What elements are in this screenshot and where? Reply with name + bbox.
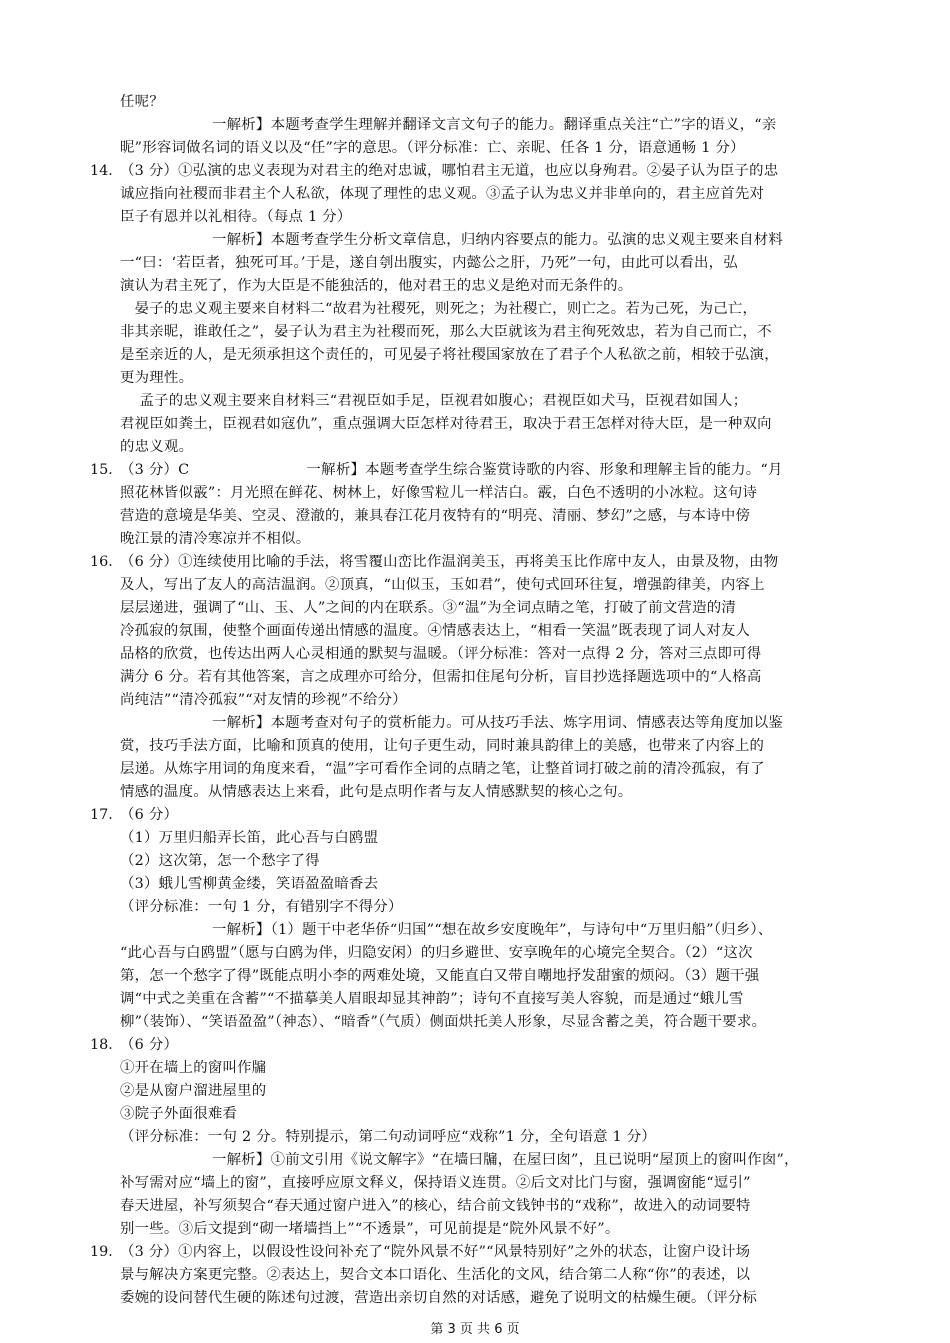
text-line: 补写需对应“墙上的窗”，直接呼应原文释义，保持语义连贯。②后文对比门与窗，强调窗能“逗引” — [120, 1175, 751, 1191]
question-number: 15． — [90, 462, 123, 478]
analysis-line: 一解析】本题考查对句子的赏析能力。可从技巧手法、炼字用词、情感表达等角度加以鉴 — [212, 715, 783, 731]
text-line: 品格的欣赏，也传达出两人心灵相通的默契与温暖。（评分标准：答对一点得 2 分，答对三点即可得 — [120, 646, 762, 662]
text-line: 情感的温度。从情感表达上来看，此句是点明作者与友人情感默契的核心之句。 — [120, 784, 633, 800]
text-line: 层层递进，强调了“山、玉、人”之间的内在联系。③“温”为全词点睛之笔，打破了前文营造的清 — [120, 600, 737, 616]
text-line: （3）蛾儿雪柳黄金缕，笑语盈盈暗香去 — [120, 876, 379, 892]
text-line: 的忠义观。 — [120, 439, 194, 455]
text-line: （3 分）①弘演的忠义表现为对君主的绝对忠诚，哪怕君主无道，也应以身殉君。②晏子认为臣子的忠 — [120, 163, 779, 179]
question-number: 16． — [90, 554, 123, 570]
text-line: ①开在墙上的窗叫作牖 — [120, 1060, 267, 1076]
text-line: 一“曰：‘若臣者，独死可耳。’于是，遂自刳出腹实，内懿公之肝，乃死”一句，由此可以看出，弘 — [120, 255, 738, 271]
text-line: 演认为君主死了，作为大臣是不能独活的，他对君王的忠义是绝对而无条件的。 — [120, 278, 633, 294]
text-line: （2）这次第，怎一个愁字了得 — [120, 853, 320, 869]
text-line: ③院子外面很难看 — [120, 1106, 238, 1122]
text-line: 昵”形容词做名词的语义以及“任”字的意思。（评分标准：亡、亲昵、任各 1 分，语意通畅 1 分） — [120, 140, 745, 156]
text-line: （3 分）①内容上，以假设性设问补充了“院外风景不好”“风景特别好”之外的状态，让窗户设计场 — [120, 1244, 751, 1260]
text-line: 营造的意境是华美、空灵、澄澈的，兼具春江花月夜特有的“明亮、清丽、梦幻”之感，与本诗中傍 — [120, 508, 751, 524]
text-line: 别一些。③后文提到“砌一堵墙挡上”“不透景”，可见前提是“院外风景不好”。 — [120, 1221, 620, 1237]
text-line: （6 分） — [120, 807, 179, 823]
text-line: 满分 6 分。若有其他答案，言之成理亦可给分，但需扣住尾句分析，盲目抄选择题选项中的“人格高 — [120, 669, 762, 685]
analysis-line: 一解析】（1）题干中老华侨“归国”“想在故乡安度晚年”，与诗句中“万里归船”（归乡）、 — [212, 922, 773, 938]
text-line: 调“中式之美重在含蓄”“不描摹美人眉眼却显其神韵”；诗句不直接写美人容貌，而是通过“蛾儿雪 — [120, 991, 744, 1007]
analysis-line: 一解析】本题考查学生分析文章信息，归纳内容要点的能力。弘演的忠义观主要来自材料 — [212, 232, 783, 248]
text-line: 照花林皆似霰”：月光照在鲜花、树林上，好像雪粒儿一样洁白。霰，白色不透明的小冰粒。这句诗 — [120, 485, 758, 501]
text-line: 冷孤寂的氛围，使整个画面传递出情感的温度。④情感表达上，“相看一笑温”既表现了词人对友人 — [120, 623, 751, 639]
text-line: （评分标准：一句 1 分，有错别字不得分） — [120, 899, 403, 915]
question-number: 14． — [90, 163, 123, 179]
text-line: （评分标准：一句 2 分。特别提示，第二句动词呼应“戏称”1 分，全句语意 1 分） — [120, 1129, 657, 1145]
text-line: 景与解决方案更完整。②表达上，契合文本口语化、生活化的文风，结合第二人称“你”的表述，以 — [120, 1267, 751, 1283]
question-number: 19． — [90, 1244, 123, 1260]
text-line: （1）万里归船弄长笛，此心吾与白鸥盟 — [120, 830, 379, 846]
analysis-line: 一解析】①前文引用《说文解字》“在墙曰牖，在屋曰囱”，且已说明“屋顶上的窗叫作囱”， — [212, 1152, 799, 1168]
text-line: 君视臣如粪土，臣视君如寇仇”，重点强调大臣怎样对待君王，取决于君王怎样对待大臣，是一种双向 — [120, 416, 772, 432]
text-line: 层递。从炼字用词的角度来看，“温”字可看作全词的点睛之笔，让整首词打破之前的清冷孤寂，有了 — [120, 761, 765, 777]
question-number: 17． — [90, 807, 123, 823]
text-line: 春天进屋，补写须契合“春天通过窗户进入”的核心，结合前文钱钟书的“戏称”，故进入的动词要特 — [120, 1198, 751, 1214]
text-line: （6 分） — [120, 1037, 179, 1053]
text-line: 尚纯洁”“清冷孤寂”“对友情的珍视”不给分） — [120, 692, 407, 708]
page-footer: 第 3 页 共 6 页 — [430, 1322, 520, 1337]
text-line: 赏，技巧手法方面，比喻和顶真的使用，让句子更生动，同时兼具韵律上的美感，也带来了内容上的 — [120, 738, 765, 754]
text-line: 第，怎一个愁字了得”既能点明小李的两难处境，又能直白又带自嘲地抒发甜蜜的烦闷。（3）题干强 — [120, 968, 760, 984]
text-line: 任呢？ — [120, 94, 164, 110]
text-line: 委婉的设问替代生硬的陈述句过渡，营造出亲切自然的对话感，避免了说明文的枯燥生硬。（评分标 — [120, 1290, 757, 1306]
text-line: 非其亲昵，谁敢任之”，晏子认为君主为社稷而死，那么大臣就该为君主徇死效忠，若为自己而亡，不 — [120, 324, 772, 340]
text-line: 更为理性。 — [120, 370, 194, 386]
text-line: 是至亲近的人，是无须承担这个责任的，可见晏子将社稷国家放在了君子个人私欲之前，相较于弘演， — [120, 347, 779, 363]
text-line: 柳”（装饰）、“笑语盈盈”（神态）、“暗香”（气质）侧面烘托美人形象，尽显含蓄之美，符合题干要求。 — [120, 1014, 767, 1030]
text-line: 诚应指向社稷而非君主个人私欲，体现了理性的忠义观。③孟子认为忠义并非单向的，君主应首先对 — [120, 186, 765, 202]
question-number: 18． — [90, 1037, 123, 1053]
text-line: 臣子有恩并以礼相待。（每点 1 分） — [120, 209, 352, 225]
text-line: （6 分）①连续使用比喻的手法，将雪覆山峦比作温润美玉，再将美玉比作席中友人，由景及物，由物 — [120, 554, 779, 570]
text-line: ②是从窗户溜进屋里的 — [120, 1083, 267, 1099]
text-line: 晚江景的清冷寒凉并不相似。 — [120, 531, 311, 547]
text-line: 孟子的忠义观主要来自材料三“君视臣如手足，臣视君如腹心；君视臣如犬马，臣视君如国人； — [120, 393, 748, 409]
analysis-line: 一解析】本题考查学生理解并翻译文言文句子的能力。翻译重点关注“亡”字的语义，“亲 — [212, 117, 777, 133]
text-line: 晏子的忠义观主要来自材料二“故君为社稷死，则死之；为社稷亡，则亡之。若为己死，为己亡， — [120, 301, 758, 317]
text-line: （3 分）C 一解析】本题考查学生综合鉴赏诗歌的内容、形象和理解主旨的能力。“月 — [120, 462, 783, 478]
text-line: “此心吾与白鸥盟”（愿与白鸥为伴，归隐安闲）的归乡避世、安享晚年的心境完全契合。（2）“这次 — [120, 945, 753, 961]
text-line: 及人，写出了友人的高洁温润。②顶真，“山似玉，玉如君”，使句式回环往复，增强韵律美，内容上 — [120, 577, 765, 593]
